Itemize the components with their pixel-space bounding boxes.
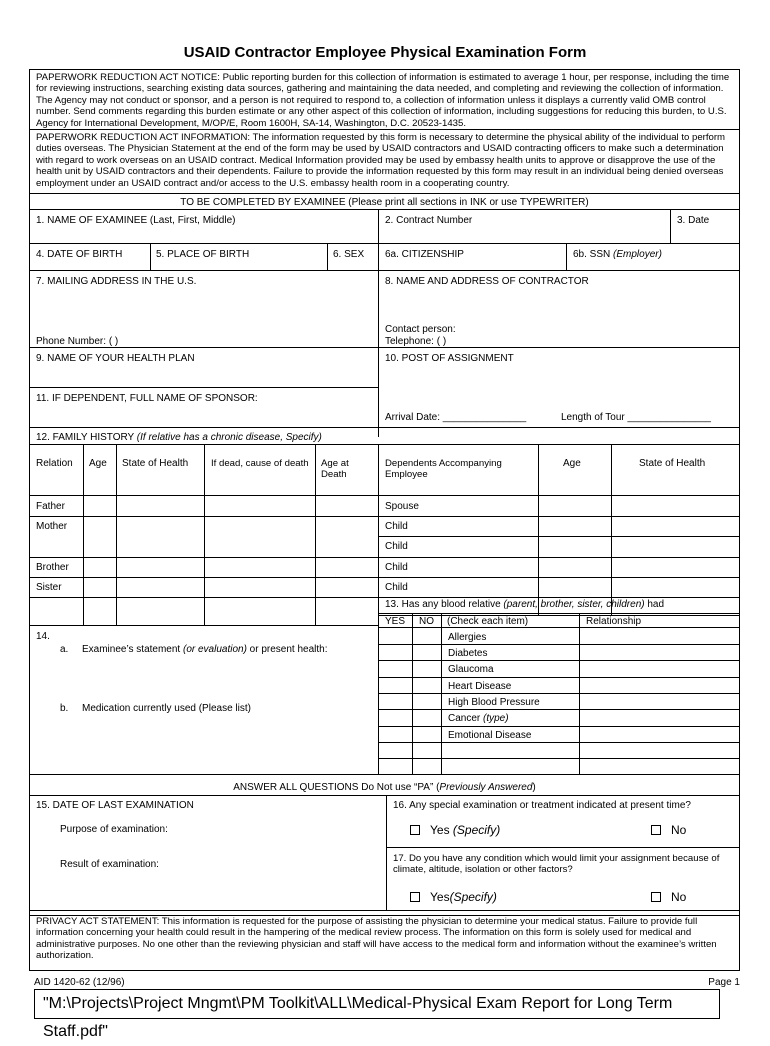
q14-number: 14. bbox=[36, 631, 50, 642]
col-age: Age bbox=[89, 458, 107, 469]
dependent-child-4: Child bbox=[385, 582, 408, 593]
q13-emotional-disease: Emotional Disease bbox=[448, 730, 532, 741]
q14-a-marker: a. bbox=[60, 644, 69, 655]
col-state-of-health: State of Health bbox=[122, 458, 189, 469]
field-6-label: 6. SEX bbox=[333, 249, 365, 260]
q14-b-label: Medication currently used (Please list) bbox=[82, 703, 251, 714]
paperwork-notice: PAPERWORK REDUCTION ACT NOTICE: Public reporting burden for this collection of information is estimated to average 1 hour, per response, including the time for reviewing instructions, searching existing data sources, gathering and maintaining the data needed, and completing and reviewing the collection of information. The Agency may not conduct or sponsor, and a person is not required to respond to, a collection of information unless it displays a currently valid OMB control number. Send comments regarding this burden estimate or any other aspect of this collection of information, including suggestions for reducing this burden, to U.S. Agency for International Development, M/OP/E, Room 1600H, SA-14, Washington, D.C. 20523-1435. bbox=[36, 72, 730, 129]
q13-no-header: NO bbox=[419, 616, 434, 627]
q15-label: 15. DATE OF LAST EXAMINATION bbox=[36, 800, 194, 811]
field-4-label: 4. DATE OF BIRTH bbox=[36, 249, 123, 260]
field-2-label: 2. Contract Number bbox=[385, 215, 473, 226]
field-10-label: 10. POST OF ASSIGNMENT bbox=[385, 353, 514, 364]
relation-brother: Brother bbox=[36, 562, 69, 573]
family-history-heading: 12. FAMILY HISTORY (If relative has a chronic disease, Specify) bbox=[36, 432, 322, 443]
q17-no-checkbox[interactable] bbox=[651, 892, 661, 902]
form-body bbox=[29, 69, 740, 916]
privacy-box bbox=[29, 916, 740, 971]
q13-heart-disease: Heart Disease bbox=[448, 681, 512, 692]
field-7-label: 7. MAILING ADDRESS IN THE U.S. bbox=[36, 276, 197, 287]
q16-label: 16. Any special examination or treatment indicated at present time? bbox=[393, 800, 691, 811]
relation-father: Father bbox=[36, 501, 65, 512]
q17-no-option[interactable]: No bbox=[651, 892, 686, 904]
field-9-label: 9. NAME OF YOUR HEALTH PLAN bbox=[36, 353, 195, 364]
q16-no-option[interactable]: No bbox=[651, 825, 686, 837]
q13-high-blood-pressure: High Blood Pressure bbox=[448, 697, 540, 708]
field-3-label: 3. Date bbox=[677, 215, 710, 226]
q14-a-label: Examinee’s statement (or evaluation) or present health: bbox=[82, 644, 328, 655]
q13-allergies: Allergies bbox=[448, 632, 487, 643]
col-dep-age: Age bbox=[563, 458, 581, 469]
q17-yes-checkbox[interactable] bbox=[410, 892, 420, 902]
col-dep-state: State of Health bbox=[639, 458, 706, 469]
arrival-date-label: Arrival Date: _______________ bbox=[385, 412, 527, 423]
field-6b-label: 6b. SSN (Employer) bbox=[573, 249, 662, 260]
dependent-child-1: Child bbox=[385, 521, 408, 532]
form-number: AID 1420-62 (12/96) bbox=[34, 977, 125, 988]
q16-no-checkbox[interactable] bbox=[651, 825, 661, 835]
field-1-label: 1. NAME OF EXAMINEE (Last, First, Middle) bbox=[36, 215, 236, 226]
q15-purpose-label: Purpose of examination: bbox=[60, 824, 168, 835]
page-number: Page 1 bbox=[708, 977, 740, 988]
q14-b-marker: b. bbox=[60, 703, 69, 714]
q16-yes-option[interactable]: Yes (Specify) bbox=[410, 825, 500, 837]
section-examinee-heading: TO BE COMPLETED BY EXAMINEE (Please print all sections in INK or use TYPEWRITER) bbox=[180, 197, 589, 208]
dependent-child-2: Child bbox=[385, 541, 408, 552]
col-cause-of-death: If dead, cause of death bbox=[211, 458, 309, 469]
field-11-label: 11. IF DEPENDENT, FULL NAME OF SPONSOR: bbox=[36, 393, 258, 404]
col-relation: Relation bbox=[36, 458, 73, 469]
telephone-label: Telephone: ( ) bbox=[385, 336, 447, 347]
q13-cancer: Cancer (type) bbox=[448, 713, 509, 724]
contact-person-label: Contact person: bbox=[385, 324, 456, 335]
q13-yes-header: YES bbox=[385, 616, 406, 627]
phone-number-label: Phone Number: ( ) bbox=[36, 336, 119, 347]
form-title: USAID Contractor Employee Physical Examination Form bbox=[183, 44, 587, 61]
q13-diabetes: Diabetes bbox=[448, 648, 488, 659]
field-5-label: 5. PLACE OF BIRTH bbox=[156, 249, 250, 260]
q15-result-label: Result of examination: bbox=[60, 859, 159, 870]
dependent-spouse: Spouse bbox=[385, 501, 419, 512]
file-path-label: "M:\Projects\Project Mngmt\PM Toolkit\ALL\Medical-Physical Exam Report for Long Term Staff.pdf" bbox=[34, 989, 720, 1019]
dependent-child-3: Child bbox=[385, 562, 408, 573]
paperwork-information: PAPERWORK REDUCTION ACT INFORMATION: The information requested by this form is necessary to determine the physical ability of the individual to perform duties overseas. The Physician Statement at the end of the form may be used by USAID contractors and USAID contracting officers to make such a determination with regard to work overseas on an USAID contract. Medical Information provided may be used by embassy health units to approve or disapprove the use of the health unit by USAID contractors and their dependents. Failure to provide the information requested by this form may result in an individual being denied overseas employment under an USAID contract and/or access to the U.S. embassy health room in a cooperating country. bbox=[36, 132, 726, 189]
field-6a-label: 6a. CITIZENSHIP bbox=[385, 249, 464, 260]
length-of-tour-label: Length of Tour _______________ bbox=[561, 412, 711, 423]
q13-heading: 13. Has any blood relative (parent, brother, sister, children) had bbox=[385, 599, 665, 610]
relation-mother: Mother bbox=[36, 521, 68, 532]
field-8-label: 8. NAME AND ADDRESS OF CONTRACTOR bbox=[385, 276, 589, 287]
col-age-at-death: Age at Death bbox=[321, 458, 349, 481]
q13-check-header: (Check each item) bbox=[447, 616, 529, 627]
col-dependents: Dependents Accompanying Employee bbox=[385, 458, 502, 481]
relation-sister: Sister bbox=[36, 582, 62, 593]
q17-yes-option[interactable]: Yes(Specify) bbox=[410, 892, 497, 904]
q13-glaucoma: Glaucoma bbox=[448, 664, 494, 675]
q17-label: 17. Do you have any condition which would limit your assignment because of climate, altitude, isolation or other factors? bbox=[393, 853, 720, 876]
answer-all-notice: ANSWER ALL QUESTIONS Do Not use “PA” (Previously Answered) bbox=[233, 782, 536, 793]
privacy-statement: PRIVACY ACT STATEMENT: This information is requested for the purpose of assisting the physician to determine your medical status. Failure to provide full information concerning your health could result in the hampering of the medical review process. The information on this form is solely used for medical and administrative purposes. No one other than the reviewing physician and staff will have access to the medical form and information without the examinee’s written authorization. bbox=[36, 916, 717, 962]
q16-yes-checkbox[interactable] bbox=[410, 825, 420, 835]
q13-relationship-header: Relationship bbox=[586, 616, 642, 627]
